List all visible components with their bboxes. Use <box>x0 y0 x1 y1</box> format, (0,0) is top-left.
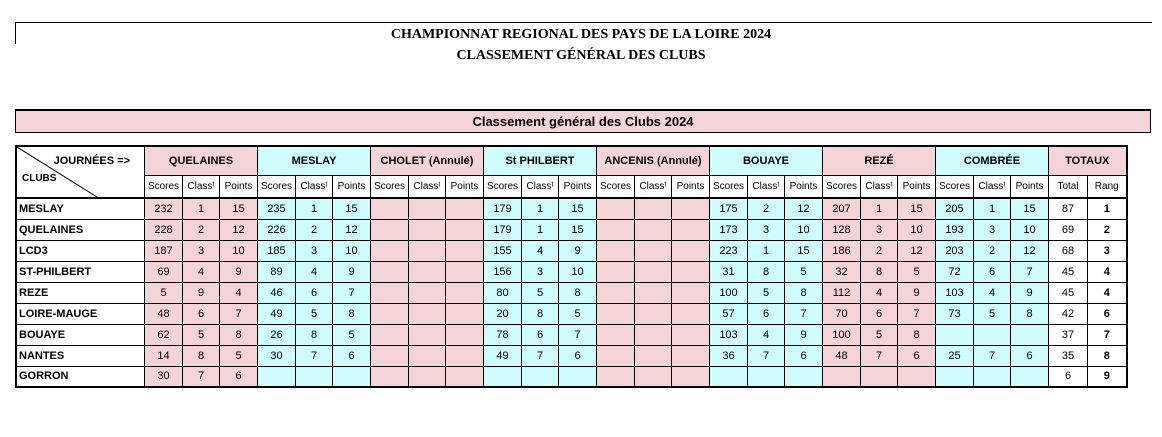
score-cell: 103 <box>936 282 974 303</box>
classement-cell: 7 <box>183 366 220 387</box>
classement-cell: 4 <box>748 324 785 345</box>
club-name: ST-PHILBERT <box>16 261 145 282</box>
points-cell: 8 <box>333 303 371 324</box>
score-cell: 187 <box>145 240 183 261</box>
classement-cell: 1 <box>748 240 785 261</box>
points-cell: 5 <box>559 303 597 324</box>
points-cell: 7 <box>1011 261 1049 282</box>
points-cell <box>672 345 710 366</box>
rang-cell: 2 <box>1088 219 1127 240</box>
club-name: NANTES <box>16 345 145 366</box>
points-header: Points <box>446 176 484 198</box>
points-cell <box>672 282 710 303</box>
classement-cell <box>635 324 672 345</box>
club-name: BOUAYE <box>16 324 145 345</box>
points-cell: 10 <box>785 219 823 240</box>
classement-cell: 8 <box>748 261 785 282</box>
total-cell: 35 <box>1049 345 1088 366</box>
classement-header: Classᵗ <box>296 176 333 198</box>
classement-cell: 1 <box>522 219 559 240</box>
club-name: MESLAY <box>16 198 145 219</box>
score-cell: 73 <box>936 303 974 324</box>
points-cell: 9 <box>559 240 597 261</box>
classement-cell: 2 <box>861 240 898 261</box>
score-cell <box>597 324 635 345</box>
table-row <box>16 240 1127 261</box>
classement-cell: 7 <box>861 345 898 366</box>
points-cell: 6 <box>1011 345 1049 366</box>
points-cell: 7 <box>220 303 258 324</box>
score-cell: 228 <box>145 219 183 240</box>
classement-cell: 4 <box>974 282 1011 303</box>
score-cell: 31 <box>710 261 748 282</box>
classement-cell: 8 <box>183 345 220 366</box>
classement-cell <box>409 366 446 387</box>
score-cell: 179 <box>484 198 522 219</box>
classement-cell <box>409 324 446 345</box>
points-header: Points <box>672 176 710 198</box>
classement-header: Classᵗ <box>409 176 446 198</box>
points-cell <box>672 240 710 261</box>
rang-cell: 7 <box>1088 324 1127 345</box>
classement-cell: 5 <box>748 282 785 303</box>
score-cell: 185 <box>258 240 296 261</box>
rang-header: Rang <box>1088 176 1127 198</box>
classement-cell <box>635 303 672 324</box>
score-cell: 62 <box>145 324 183 345</box>
rang-cell: 8 <box>1088 345 1127 366</box>
rang-cell: 4 <box>1088 282 1127 303</box>
club-name: LOIRE-MAUGE <box>16 303 145 324</box>
score-cell: 103 <box>710 324 748 345</box>
total-cell: 37 <box>1049 324 1088 345</box>
points-cell: 6 <box>898 345 936 366</box>
scores-header: Scores <box>597 176 635 198</box>
classement-cell <box>409 198 446 219</box>
points-cell <box>446 219 484 240</box>
venue-header: COMBRÉE <box>936 146 1049 176</box>
score-cell: 155 <box>484 240 522 261</box>
venue-header: MESLAY <box>258 146 371 176</box>
scores-header: Scores <box>145 176 183 198</box>
points-cell: 8 <box>559 282 597 303</box>
points-cell: 5 <box>898 261 936 282</box>
score-cell: 203 <box>936 240 974 261</box>
score-cell <box>597 303 635 324</box>
table-body <box>16 198 1127 387</box>
score-cell: 25 <box>936 345 974 366</box>
clubs-label: CLUBS <box>22 173 57 184</box>
classement-cell: 6 <box>183 303 220 324</box>
score-cell <box>371 261 409 282</box>
points-cell: 6 <box>785 345 823 366</box>
score-cell: 80 <box>484 282 522 303</box>
score-cell <box>597 366 635 387</box>
classement-cell: 9 <box>183 282 220 303</box>
points-cell <box>898 366 936 387</box>
points-cell: 7 <box>785 303 823 324</box>
corner-header <box>16 146 145 198</box>
classement-cell: 2 <box>974 240 1011 261</box>
points-cell: 10 <box>333 240 371 261</box>
top-rule <box>15 22 1152 23</box>
score-cell: 70 <box>823 303 861 324</box>
points-cell: 15 <box>333 198 371 219</box>
points-cell: 12 <box>785 198 823 219</box>
classement-cell: 7 <box>522 345 559 366</box>
classement-cell: 1 <box>296 198 333 219</box>
score-cell: 112 <box>823 282 861 303</box>
totals-header: TOTAUX <box>1049 146 1127 176</box>
score-cell: 193 <box>936 219 974 240</box>
score-cell <box>597 240 635 261</box>
score-cell: 207 <box>823 198 861 219</box>
score-cell: 32 <box>823 261 861 282</box>
classement-cell: 6 <box>522 324 559 345</box>
table-row <box>16 366 1127 387</box>
points-cell: 15 <box>559 198 597 219</box>
venue-header: ANCENIS (Annulé) <box>597 146 710 176</box>
classement-cell: 5 <box>183 324 220 345</box>
score-cell: 46 <box>258 282 296 303</box>
venue-header: BOUAYE <box>710 146 823 176</box>
venue-header: QUELAINES <box>145 146 258 176</box>
points-header: Points <box>333 176 371 198</box>
classement-cell: 1 <box>522 198 559 219</box>
classement-cell <box>409 219 446 240</box>
points-cell: 8 <box>1011 303 1049 324</box>
points-cell: 9 <box>898 282 936 303</box>
classement-header: Classᵗ <box>635 176 672 198</box>
classement-cell: 3 <box>748 219 785 240</box>
classement-cell: 2 <box>296 219 333 240</box>
points-cell <box>672 261 710 282</box>
points-cell: 6 <box>559 345 597 366</box>
points-cell: 15 <box>220 198 258 219</box>
club-name: LCD3 <box>16 240 145 261</box>
points-cell <box>672 366 710 387</box>
rang-cell: 9 <box>1088 366 1127 387</box>
points-cell: 8 <box>785 282 823 303</box>
classement-cell: 6 <box>748 303 785 324</box>
points-cell: 9 <box>220 261 258 282</box>
classement-cell: 3 <box>183 240 220 261</box>
points-cell <box>446 198 484 219</box>
classement-cell <box>409 303 446 324</box>
scores-header: Scores <box>710 176 748 198</box>
points-cell: 9 <box>333 261 371 282</box>
points-header: Points <box>1011 176 1049 198</box>
score-cell: 20 <box>484 303 522 324</box>
table-row <box>16 345 1127 366</box>
points-cell: 15 <box>785 240 823 261</box>
points-header: Points <box>785 176 823 198</box>
classement-cell: 7 <box>974 345 1011 366</box>
score-cell <box>597 282 635 303</box>
classement-cell <box>748 366 785 387</box>
score-cell: 78 <box>484 324 522 345</box>
classement-cell: 2 <box>748 198 785 219</box>
journees-label: JOURNÉES => <box>53 155 130 167</box>
points-cell <box>446 282 484 303</box>
classement-cell: 8 <box>296 324 333 345</box>
rang-cell: 6 <box>1088 303 1127 324</box>
classement-cell: 5 <box>974 303 1011 324</box>
points-cell: 12 <box>333 219 371 240</box>
table-row <box>16 324 1127 345</box>
classement-cell: 7 <box>748 345 785 366</box>
classement-cell <box>409 240 446 261</box>
score-cell <box>484 366 522 387</box>
classement-cell: 4 <box>183 261 220 282</box>
points-cell <box>672 324 710 345</box>
score-cell <box>371 303 409 324</box>
points-cell: 9 <box>1011 282 1049 303</box>
score-cell: 226 <box>258 219 296 240</box>
classement-cell <box>974 366 1011 387</box>
table-row <box>16 261 1127 282</box>
page-title: CHAMPIONNAT REGIONAL DES PAYS DE LA LOIRE 2024 <box>390 27 772 42</box>
classement-cell <box>635 219 672 240</box>
classement-cell <box>409 282 446 303</box>
score-cell: 49 <box>484 345 522 366</box>
classement-cell: 5 <box>522 282 559 303</box>
score-cell <box>597 219 635 240</box>
score-cell: 100 <box>710 282 748 303</box>
classement-cell <box>635 198 672 219</box>
points-cell <box>446 366 484 387</box>
sub-header-row <box>16 176 1127 198</box>
score-cell: 179 <box>484 219 522 240</box>
classement-cell <box>635 366 672 387</box>
total-cell: 69 <box>1049 219 1088 240</box>
classement-cell: 3 <box>296 240 333 261</box>
classement-cell: 7 <box>296 345 333 366</box>
classement-cell: 4 <box>296 261 333 282</box>
points-cell: 12 <box>1011 240 1049 261</box>
classement-cell: 5 <box>861 324 898 345</box>
points-cell: 15 <box>559 219 597 240</box>
points-cell: 8 <box>220 324 258 345</box>
club-name: GORRON <box>16 366 145 387</box>
classement-cell: 4 <box>522 240 559 261</box>
score-cell <box>597 198 635 219</box>
points-cell: 6 <box>333 345 371 366</box>
table-row <box>16 303 1127 324</box>
score-cell: 48 <box>823 345 861 366</box>
score-cell <box>597 261 635 282</box>
classement-header: Classᵗ <box>748 176 785 198</box>
score-cell: 30 <box>145 366 183 387</box>
classement-cell: 1 <box>861 198 898 219</box>
points-cell: 4 <box>220 282 258 303</box>
score-cell <box>936 366 974 387</box>
points-cell: 10 <box>898 219 936 240</box>
score-cell <box>371 324 409 345</box>
score-cell <box>823 366 861 387</box>
classement-cell: 3 <box>861 219 898 240</box>
venue-header: REZÉ <box>823 146 936 176</box>
points-cell <box>446 303 484 324</box>
classement-cell <box>522 366 559 387</box>
points-cell: 8 <box>898 324 936 345</box>
total-cell: 68 <box>1049 240 1088 261</box>
classement-cell <box>861 366 898 387</box>
classement-cell <box>296 366 333 387</box>
points-cell: 10 <box>220 240 258 261</box>
score-cell <box>597 345 635 366</box>
classement-cell <box>409 345 446 366</box>
score-cell <box>258 366 296 387</box>
points-cell <box>672 219 710 240</box>
points-header: Points <box>559 176 597 198</box>
points-cell: 5 <box>785 261 823 282</box>
section-banner: Classement général des Clubs 2024 <box>15 109 1151 133</box>
classement-cell: 5 <box>296 303 333 324</box>
score-cell: 72 <box>936 261 974 282</box>
points-header: Points <box>220 176 258 198</box>
classement-cell: 1 <box>974 198 1011 219</box>
classement-header: Classᵗ <box>183 176 220 198</box>
score-cell <box>710 366 748 387</box>
score-cell: 89 <box>258 261 296 282</box>
classement-cell <box>635 261 672 282</box>
score-cell: 173 <box>710 219 748 240</box>
score-cell <box>371 345 409 366</box>
classement-header: Classᵗ <box>974 176 1011 198</box>
classement-cell: 6 <box>296 282 333 303</box>
points-cell <box>446 240 484 261</box>
points-cell <box>446 345 484 366</box>
points-cell: 7 <box>898 303 936 324</box>
score-cell: 156 <box>484 261 522 282</box>
classement-header: Classᵗ <box>861 176 898 198</box>
score-cell: 235 <box>258 198 296 219</box>
classement-cell <box>409 261 446 282</box>
score-cell: 48 <box>145 303 183 324</box>
scores-header: Scores <box>936 176 974 198</box>
classement-cell: 4 <box>861 282 898 303</box>
score-cell: 14 <box>145 345 183 366</box>
score-cell: 57 <box>710 303 748 324</box>
points-cell: 7 <box>333 282 371 303</box>
classement-cell: 2 <box>183 219 220 240</box>
rang-cell: 4 <box>1088 261 1127 282</box>
scores-header: Scores <box>258 176 296 198</box>
total-cell: 45 <box>1049 261 1088 282</box>
points-cell <box>1011 324 1049 345</box>
points-cell <box>559 366 597 387</box>
score-cell: 49 <box>258 303 296 324</box>
points-cell: 12 <box>898 240 936 261</box>
scores-header: Scores <box>484 176 522 198</box>
classement-cell: 1 <box>183 198 220 219</box>
points-cell <box>446 324 484 345</box>
venue-header: CHOLET (Annulé) <box>371 146 484 176</box>
table-row <box>16 282 1127 303</box>
score-cell: 128 <box>823 219 861 240</box>
classement-cell: 6 <box>974 261 1011 282</box>
score-cell <box>371 240 409 261</box>
score-cell: 186 <box>823 240 861 261</box>
table-row <box>16 219 1127 240</box>
classement-cell: 6 <box>861 303 898 324</box>
points-cell: 15 <box>898 198 936 219</box>
score-cell <box>371 282 409 303</box>
table-row <box>16 198 1127 219</box>
page-subtitle: CLASSEMENT GÉNÉRAL DES CLUBS <box>456 48 706 63</box>
score-cell: 69 <box>145 261 183 282</box>
score-cell: 232 <box>145 198 183 219</box>
total-cell: 6 <box>1049 366 1088 387</box>
total-cell: 45 <box>1049 282 1088 303</box>
points-cell <box>672 303 710 324</box>
points-cell <box>333 366 371 387</box>
classement-cell <box>635 282 672 303</box>
score-cell: 100 <box>823 324 861 345</box>
classement-cell: 8 <box>861 261 898 282</box>
club-name: QUELAINES <box>16 219 145 240</box>
classement-header: Classᵗ <box>522 176 559 198</box>
scores-header: Scores <box>371 176 409 198</box>
points-cell: 6 <box>220 366 258 387</box>
classement-cell <box>974 324 1011 345</box>
venue-header-row <box>16 146 1127 176</box>
classement-cell: 3 <box>522 261 559 282</box>
points-cell: 10 <box>1011 219 1049 240</box>
points-cell <box>446 261 484 282</box>
score-cell <box>371 198 409 219</box>
points-cell: 7 <box>559 324 597 345</box>
total-cell: 42 <box>1049 303 1088 324</box>
points-header: Points <box>898 176 936 198</box>
points-cell: 10 <box>559 261 597 282</box>
club-name: REZE <box>16 282 145 303</box>
scores-header: Scores <box>823 176 861 198</box>
points-cell: 15 <box>1011 198 1049 219</box>
score-cell: 5 <box>145 282 183 303</box>
classement-cell <box>635 240 672 261</box>
score-cell <box>371 366 409 387</box>
points-cell <box>1011 366 1049 387</box>
score-cell <box>371 219 409 240</box>
classement-cell: 8 <box>522 303 559 324</box>
rang-cell: 3 <box>1088 240 1127 261</box>
score-cell: 223 <box>710 240 748 261</box>
classement-cell: 3 <box>974 219 1011 240</box>
standings-table <box>15 145 1128 388</box>
score-cell <box>936 324 974 345</box>
points-cell: 5 <box>220 345 258 366</box>
score-cell: 26 <box>258 324 296 345</box>
score-cell: 30 <box>258 345 296 366</box>
total-cell: 87 <box>1049 198 1088 219</box>
classement-cell <box>635 345 672 366</box>
score-cell: 175 <box>710 198 748 219</box>
venue-header: St PHILBERT <box>484 146 597 176</box>
points-cell <box>785 366 823 387</box>
score-cell: 205 <box>936 198 974 219</box>
points-cell: 9 <box>785 324 823 345</box>
total-header: Total <box>1049 176 1088 198</box>
points-cell <box>672 198 710 219</box>
points-cell: 12 <box>220 219 258 240</box>
score-cell: 36 <box>710 345 748 366</box>
rang-cell: 1 <box>1088 198 1127 219</box>
points-cell: 5 <box>333 324 371 345</box>
